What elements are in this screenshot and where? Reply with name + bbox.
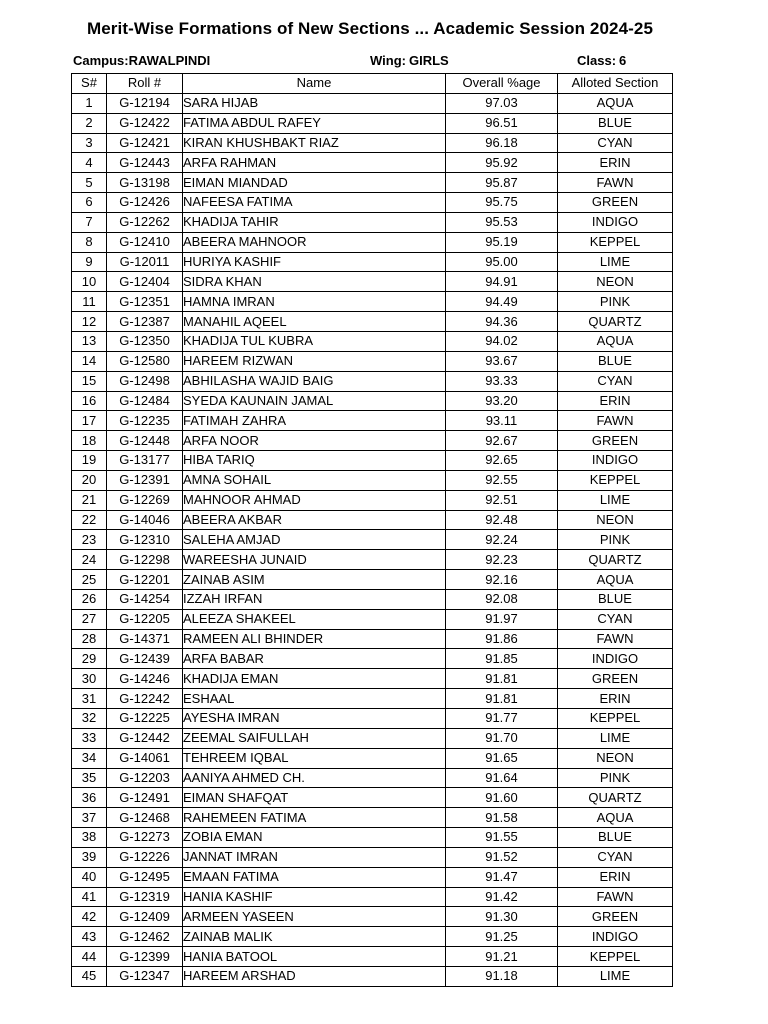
cell-roll: G-12468 (107, 808, 183, 828)
table-row (72, 93, 673, 113)
cell-section: LIME (558, 966, 673, 986)
cell-percentage: 91.30 (446, 907, 558, 927)
cell-section: QUARTZ (558, 550, 673, 570)
table-row (72, 887, 673, 907)
cell-section: GREEN (558, 193, 673, 213)
table-body (72, 93, 673, 986)
cell-name: HAREEM RIZWAN (183, 351, 446, 371)
table-row (72, 331, 673, 351)
class-info (577, 53, 626, 68)
cell-serial: 3 (72, 133, 107, 153)
cell-roll: G-12350 (107, 331, 183, 351)
cell-roll: G-14371 (107, 629, 183, 649)
table-row (72, 312, 673, 332)
table-row (72, 193, 673, 213)
cell-percentage: 96.18 (446, 133, 558, 153)
cell-section: AQUA (558, 570, 673, 590)
table-row (72, 649, 673, 669)
table-row (72, 530, 673, 550)
cell-serial: 31 (72, 689, 107, 709)
cell-percentage: 91.85 (446, 649, 558, 669)
header-serial: S# (72, 74, 107, 94)
cell-percentage: 91.70 (446, 728, 558, 748)
cell-serial: 5 (72, 173, 107, 193)
cell-section: CYAN (558, 847, 673, 867)
cell-name: AMNA SOHAIL (183, 470, 446, 490)
header-roll: Roll # (107, 74, 183, 94)
table-row (72, 828, 673, 848)
cell-percentage: 95.92 (446, 153, 558, 173)
cell-section: LIME (558, 252, 673, 272)
cell-percentage: 97.03 (446, 93, 558, 113)
cell-name: SARA HIJAB (183, 93, 446, 113)
cell-serial: 28 (72, 629, 107, 649)
campus-info (73, 53, 210, 68)
cell-name: AYESHA IMRAN (183, 709, 446, 729)
cell-serial: 1 (72, 93, 107, 113)
cell-serial: 12 (72, 312, 107, 332)
cell-section: PINK (558, 292, 673, 312)
cell-percentage: 91.81 (446, 689, 558, 709)
cell-section: QUARTZ (558, 312, 673, 332)
cell-roll: G-12462 (107, 927, 183, 947)
cell-serial: 38 (72, 828, 107, 848)
cell-name: FATIMA ABDUL RAFEY (183, 113, 446, 133)
cell-name: SIDRA KHAN (183, 272, 446, 292)
cell-percentage: 91.64 (446, 768, 558, 788)
cell-percentage: 91.77 (446, 709, 558, 729)
cell-name: KIRAN KHUSHBAKT RIAZ (183, 133, 446, 153)
cell-percentage: 93.20 (446, 391, 558, 411)
cell-roll: G-12262 (107, 212, 183, 232)
cell-section: GREEN (558, 431, 673, 451)
cell-percentage: 92.24 (446, 530, 558, 550)
header-name: Name (183, 74, 446, 94)
table-row (72, 510, 673, 530)
cell-name: MANAHIL AQEEL (183, 312, 446, 332)
table-row (72, 153, 673, 173)
cell-name: ARFA BABAR (183, 649, 446, 669)
table-row (72, 113, 673, 133)
cell-serial: 15 (72, 371, 107, 391)
cell-percentage: 94.91 (446, 272, 558, 292)
cell-percentage: 93.67 (446, 351, 558, 371)
cell-roll: G-12426 (107, 193, 183, 213)
cell-section: INDIGO (558, 649, 673, 669)
cell-name: ZEEMAL SAIFULLAH (183, 728, 446, 748)
table-row (72, 589, 673, 609)
cell-percentage: 96.51 (446, 113, 558, 133)
table-row (72, 847, 673, 867)
table-row (72, 966, 673, 986)
cell-section: ERIN (558, 153, 673, 173)
cell-roll: G-12226 (107, 847, 183, 867)
cell-serial: 34 (72, 748, 107, 768)
cell-roll: G-12203 (107, 768, 183, 788)
cell-name: EIMAN MIANDAD (183, 173, 446, 193)
table-row (72, 212, 673, 232)
cell-roll: G-12491 (107, 788, 183, 808)
cell-serial: 6 (72, 193, 107, 213)
cell-name: ALEEZA SHAKEEL (183, 609, 446, 629)
table-row (72, 232, 673, 252)
cell-section: CYAN (558, 609, 673, 629)
cell-serial: 22 (72, 510, 107, 530)
cell-roll: G-12273 (107, 828, 183, 848)
cell-name: WAREESHA JUNAID (183, 550, 446, 570)
cell-section: FAWN (558, 173, 673, 193)
campus-value: RAWALPINDI (128, 53, 211, 68)
cell-serial: 2 (72, 113, 107, 133)
cell-roll: G-12409 (107, 907, 183, 927)
cell-serial: 33 (72, 728, 107, 748)
cell-name: ZAINAB ASIM (183, 570, 446, 590)
cell-roll: G-12298 (107, 550, 183, 570)
table-row (72, 292, 673, 312)
cell-roll: G-12443 (107, 153, 183, 173)
cell-roll: G-14046 (107, 510, 183, 530)
cell-roll: G-12484 (107, 391, 183, 411)
cell-roll: G-12205 (107, 609, 183, 629)
cell-serial: 14 (72, 351, 107, 371)
cell-serial: 35 (72, 768, 107, 788)
cell-percentage: 92.48 (446, 510, 558, 530)
cell-section: FAWN (558, 887, 673, 907)
cell-section: ERIN (558, 867, 673, 887)
table-row (72, 629, 673, 649)
cell-percentage: 92.23 (446, 550, 558, 570)
cell-roll: G-12421 (107, 133, 183, 153)
cell-percentage: 92.08 (446, 589, 558, 609)
table-row (72, 371, 673, 391)
cell-name: ARMEEN YASEEN (183, 907, 446, 927)
cell-section: AQUA (558, 808, 673, 828)
campus-label: Campus: (73, 53, 129, 68)
cell-name: FATIMAH ZAHRA (183, 411, 446, 431)
cell-percentage: 92.55 (446, 470, 558, 490)
table-row (72, 768, 673, 788)
cell-percentage: 91.65 (446, 748, 558, 768)
cell-roll: G-14061 (107, 748, 183, 768)
cell-name: HURIYA KASHIF (183, 252, 446, 272)
cell-section: FAWN (558, 629, 673, 649)
cell-serial: 9 (72, 252, 107, 272)
cell-roll: G-12580 (107, 351, 183, 371)
cell-name: AANIYA AHMED CH. (183, 768, 446, 788)
cell-section: BLUE (558, 589, 673, 609)
table-row (72, 689, 673, 709)
cell-serial: 44 (72, 947, 107, 967)
cell-section: INDIGO (558, 212, 673, 232)
cell-name: EIMAN SHAFQAT (183, 788, 446, 808)
cell-name: TEHREEM IQBAL (183, 748, 446, 768)
table-row (72, 272, 673, 292)
cell-roll: G-12387 (107, 312, 183, 332)
cell-percentage: 91.52 (446, 847, 558, 867)
cell-section: ERIN (558, 391, 673, 411)
cell-serial: 10 (72, 272, 107, 292)
cell-roll: G-12011 (107, 252, 183, 272)
cell-section: INDIGO (558, 927, 673, 947)
header-section: Alloted Section (558, 74, 673, 94)
table-row (72, 609, 673, 629)
table-row (72, 550, 673, 570)
cell-percentage: 91.86 (446, 629, 558, 649)
cell-section: PINK (558, 768, 673, 788)
cell-percentage: 91.58 (446, 808, 558, 828)
cell-roll: G-12194 (107, 93, 183, 113)
table-row (72, 728, 673, 748)
wing-value: GIRLS (408, 53, 449, 68)
cell-serial: 42 (72, 907, 107, 927)
header-percentage: Overall %age (446, 74, 558, 94)
cell-name: KHADIJA EMAN (183, 669, 446, 689)
cell-name: KHADIJA TUL KUBRA (183, 331, 446, 351)
cell-name: MAHNOOR AHMAD (183, 490, 446, 510)
cell-name: HANIA KASHIF (183, 887, 446, 907)
cell-section: KEPPEL (558, 709, 673, 729)
table-row (72, 669, 673, 689)
class-value: 6 (619, 53, 627, 68)
table-row (72, 451, 673, 471)
cell-section: NEON (558, 510, 673, 530)
cell-section: ERIN (558, 689, 673, 709)
cell-roll: G-12442 (107, 728, 183, 748)
cell-serial: 27 (72, 609, 107, 629)
cell-section: PINK (558, 530, 673, 550)
cell-serial: 30 (72, 669, 107, 689)
cell-percentage: 91.21 (446, 947, 558, 967)
cell-roll: G-14254 (107, 589, 183, 609)
cell-roll: G-12391 (107, 470, 183, 490)
table-row (72, 867, 673, 887)
cell-roll: G-12351 (107, 292, 183, 312)
cell-percentage: 91.18 (446, 966, 558, 986)
cell-percentage: 95.00 (446, 252, 558, 272)
cell-section: BLUE (558, 351, 673, 371)
cell-section: BLUE (558, 113, 673, 133)
cell-name: ARFA RAHMAN (183, 153, 446, 173)
cell-serial: 13 (72, 331, 107, 351)
cell-name: HAREEM ARSHAD (183, 966, 446, 986)
cell-section: GREEN (558, 669, 673, 689)
cell-name: ABEERA MAHNOOR (183, 232, 446, 252)
cell-roll: G-13198 (107, 173, 183, 193)
cell-name: SALEHA AMJAD (183, 530, 446, 550)
cell-roll: G-12347 (107, 966, 183, 986)
cell-percentage: 91.81 (446, 669, 558, 689)
cell-serial: 20 (72, 470, 107, 490)
cell-section: LIME (558, 490, 673, 510)
table-row (72, 411, 673, 431)
cell-roll: G-12225 (107, 709, 183, 729)
table-row (72, 470, 673, 490)
cell-percentage: 95.87 (446, 173, 558, 193)
cell-serial: 16 (72, 391, 107, 411)
cell-serial: 32 (72, 709, 107, 729)
wing-label: Wing: (370, 53, 406, 68)
table-row (72, 947, 673, 967)
cell-percentage: 94.02 (446, 331, 558, 351)
table-row (72, 391, 673, 411)
cell-percentage: 92.51 (446, 490, 558, 510)
cell-name: JANNAT IMRAN (183, 847, 446, 867)
cell-percentage: 91.42 (446, 887, 558, 907)
cell-name: ABHILASHA WAJID BAIG (183, 371, 446, 391)
cell-section: CYAN (558, 371, 673, 391)
cell-roll: G-12498 (107, 371, 183, 391)
cell-name: ZOBIA EMAN (183, 828, 446, 848)
page-title: Merit-Wise Formations of New Sections ... Academic Session 2024-25 (86, 19, 654, 38)
cell-percentage: 95.19 (446, 232, 558, 252)
cell-section: AQUA (558, 331, 673, 351)
cell-roll: G-12269 (107, 490, 183, 510)
cell-percentage: 95.53 (446, 212, 558, 232)
cell-serial: 36 (72, 788, 107, 808)
cell-serial: 18 (72, 431, 107, 451)
cell-percentage: 93.11 (446, 411, 558, 431)
cell-serial: 23 (72, 530, 107, 550)
cell-serial: 37 (72, 808, 107, 828)
table-row (72, 907, 673, 927)
table-row (72, 709, 673, 729)
cell-name: NAFEESA FATIMA (183, 193, 446, 213)
cell-percentage: 91.47 (446, 867, 558, 887)
cell-roll: G-13177 (107, 451, 183, 471)
table-row (72, 431, 673, 451)
cell-section: GREEN (558, 907, 673, 927)
cell-section: AQUA (558, 93, 673, 113)
cell-roll: G-12495 (107, 867, 183, 887)
cell-serial: 43 (72, 927, 107, 947)
merit-list-table (71, 73, 673, 987)
cell-percentage: 91.55 (446, 828, 558, 848)
table-row (72, 748, 673, 768)
table-row (72, 788, 673, 808)
table-row (72, 351, 673, 371)
cell-serial: 4 (72, 153, 107, 173)
table-header-row (72, 74, 673, 94)
cell-roll: G-14246 (107, 669, 183, 689)
cell-name: SYEDA KAUNAIN JAMAL (183, 391, 446, 411)
cell-serial: 24 (72, 550, 107, 570)
cell-percentage: 93.33 (446, 371, 558, 391)
cell-serial: 25 (72, 570, 107, 590)
cell-section: KEPPEL (558, 947, 673, 967)
cell-percentage: 92.65 (446, 451, 558, 471)
cell-percentage: 94.49 (446, 292, 558, 312)
cell-percentage: 91.60 (446, 788, 558, 808)
table-row (72, 252, 673, 272)
cell-name: ARFA NOOR (183, 431, 446, 451)
table-row (72, 570, 673, 590)
cell-roll: G-12242 (107, 689, 183, 709)
cell-name: ABEERA AKBAR (183, 510, 446, 530)
cell-serial: 26 (72, 589, 107, 609)
cell-percentage: 94.36 (446, 312, 558, 332)
table-row (72, 133, 673, 153)
cell-serial: 40 (72, 867, 107, 887)
cell-name: HAMNA IMRAN (183, 292, 446, 312)
cell-section: KEPPEL (558, 470, 673, 490)
cell-percentage: 91.25 (446, 927, 558, 947)
cell-name: IZZAH IRFAN (183, 589, 446, 609)
cell-serial: 29 (72, 649, 107, 669)
cell-name: ESHAAL (183, 689, 446, 709)
cell-name: RAHEMEEN FATIMA (183, 808, 446, 828)
cell-serial: 39 (72, 847, 107, 867)
cell-serial: 8 (72, 232, 107, 252)
cell-roll: G-12235 (107, 411, 183, 431)
wing-info (370, 53, 449, 68)
cell-percentage: 95.75 (446, 193, 558, 213)
cell-name: EMAAN FATIMA (183, 867, 446, 887)
table-row (72, 808, 673, 828)
cell-serial: 21 (72, 490, 107, 510)
cell-serial: 7 (72, 212, 107, 232)
cell-percentage: 92.67 (446, 431, 558, 451)
cell-section: INDIGO (558, 451, 673, 471)
table-row (72, 490, 673, 510)
cell-percentage: 92.16 (446, 570, 558, 590)
cell-roll: G-12439 (107, 649, 183, 669)
table-row (72, 927, 673, 947)
table-row (72, 173, 673, 193)
cell-roll: G-12410 (107, 232, 183, 252)
cell-name: KHADIJA TAHIR (183, 212, 446, 232)
cell-section: BLUE (558, 828, 673, 848)
cell-section: LIME (558, 728, 673, 748)
cell-section: NEON (558, 272, 673, 292)
cell-name: RAMEEN ALI BHINDER (183, 629, 446, 649)
cell-name: HANIA BATOOL (183, 947, 446, 967)
class-label: Class: (577, 53, 617, 68)
cell-roll: G-12319 (107, 887, 183, 907)
cell-section: QUARTZ (558, 788, 673, 808)
cell-name: HIBA TARIQ (183, 451, 446, 471)
cell-section: KEPPEL (558, 232, 673, 252)
cell-serial: 11 (72, 292, 107, 312)
cell-section: CYAN (558, 133, 673, 153)
cell-roll: G-12404 (107, 272, 183, 292)
cell-serial: 19 (72, 451, 107, 471)
cell-roll: G-12422 (107, 113, 183, 133)
cell-serial: 17 (72, 411, 107, 431)
cell-roll: G-12399 (107, 947, 183, 967)
cell-roll: G-12310 (107, 530, 183, 550)
cell-serial: 45 (72, 966, 107, 986)
cell-section: NEON (558, 748, 673, 768)
cell-roll: G-12448 (107, 431, 183, 451)
cell-section: FAWN (558, 411, 673, 431)
cell-percentage: 91.97 (446, 609, 558, 629)
cell-name: ZAINAB MALIK (183, 927, 446, 947)
cell-roll: G-12201 (107, 570, 183, 590)
cell-serial: 41 (72, 887, 107, 907)
